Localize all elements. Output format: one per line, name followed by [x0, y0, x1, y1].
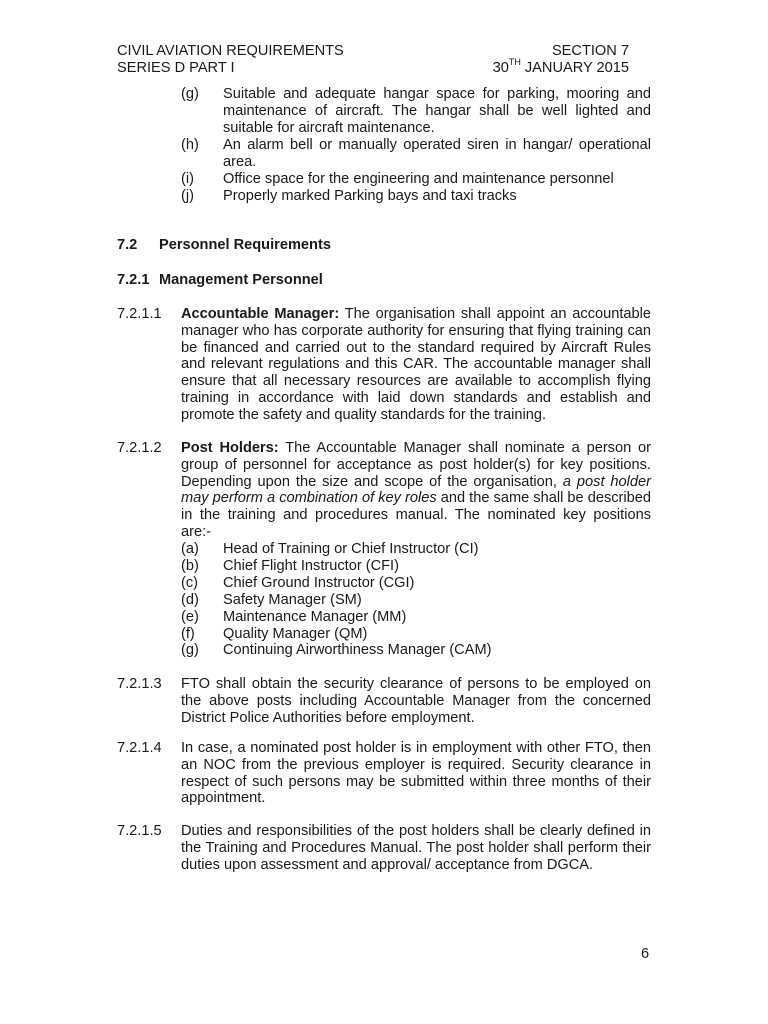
list-item: (a) Head of Training or Chief Instructor (CI)	[181, 541, 479, 557]
page-number: 6	[641, 946, 650, 962]
list-item: (d) Safety Manager (SM)	[181, 592, 362, 608]
header-date: 30TH JANUARY 2015	[492, 56, 629, 76]
page-header	[117, 43, 629, 77]
list-item: (c) Chief Ground Instructor (CGI)	[181, 575, 415, 591]
list-item: (g) Suitable and adequate hangar space for parking, mooring and maintenance of aircraft. The hangar shall be well lighted and suitable for aircraft maintenance.	[181, 86, 651, 136]
subsection-heading: 7.2.1 Management Personnel	[117, 272, 323, 288]
header-section: SECTION 7	[551, 43, 629, 59]
header-title: CIVIL AVIATION REQUIREMENTS	[117, 43, 344, 59]
paragraph-7-2-1-4: 7.2.1.4 In case, a nominated post holder is in employment with other FTO, then an NOC from the previous employer is required. Security clearance in respect of such persons may be submitted within three months of their appointment.	[117, 740, 651, 807]
paragraph-7-2-1-5: 7.2.1.5 Duties and responsibilities of the post holders shall be clearly defined in the Training and Procedures Manual. The post holder shall perform their duties upon assessment and approval/ acceptance from DGCA.	[117, 823, 651, 873]
list-item: (g) Continuing Airworthiness Manager (CAM)	[181, 642, 492, 658]
list-item: (h) An alarm bell or manually operated siren in hangar/ operational area.	[181, 137, 651, 170]
list-item: (i) Office space for the engineering and maintenance personnel	[181, 171, 614, 187]
list-item: (e) Maintenance Manager (MM)	[181, 609, 407, 625]
list-item: (j) Properly marked Parking bays and taxi tracks	[181, 188, 517, 204]
section-heading: 7.2 Personnel Requirements	[117, 237, 331, 253]
header-series: SERIES D PART I	[117, 59, 235, 76]
paragraph-7-2-1-1: 7.2.1.1 Accountable Manager: The organisation shall appoint an accountable manager who has corporate authority for ensuring that flying training can be financed and carried out to the standard required by Aircraft Rules and relevant regulations and this CAR. The accountable manager shall ensure that all necessary resources are available to accomplish flying training in accordance with laid down standards and establish and promote the safety and quality standards for the training.	[117, 306, 651, 423]
paragraph-7-2-1-2: 7.2.1.2 Post Holders: The Accountable Manager shall nominate a person or group of personnel for acceptance as post holder(s) for key positions. Depending upon the size and scope of the organisation, a post holder may perform a combination of key roles and the same shall be described in the training and procedures manual. The nominated key positions are:-	[117, 440, 652, 540]
list-item: (b) Chief Flight Instructor (CFI)	[181, 558, 399, 574]
list-item: (f) Quality Manager (QM)	[181, 626, 368, 642]
paragraph-7-2-1-3: 7.2.1.3 FTO shall obtain the security clearance of persons to be employed on the above posts including Accountable Manager from the concerned District Police Authorities before employment.	[117, 676, 651, 726]
